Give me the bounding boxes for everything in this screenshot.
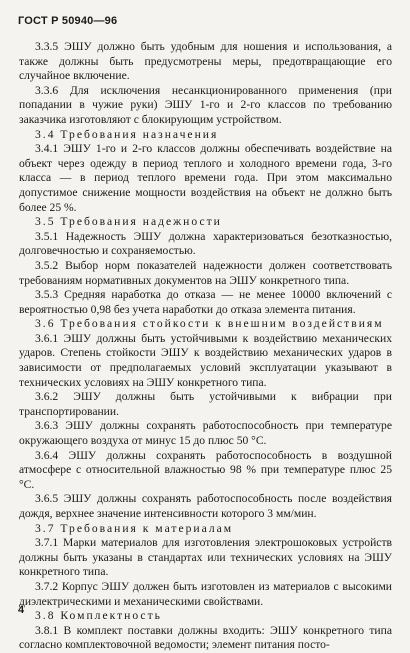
- paragraph-3-5-3: 3.5.3 Средняя наработка до отказа — не менее 10000 включений с вероятностью 0,98 без учета наработки до отказа элемента питания.: [19, 288, 392, 316]
- paragraph-3-7-1: 3.7.1 Марки материалов для изготовления электрошоковых устройств должны быть указаны в стандартах или технических условиях на ЭШУ конкретного типа.: [19, 536, 392, 579]
- paragraph-3-6-5: 3.6.5 ЭШУ должны сохранять работоспособность после воздействия дождя, верхнее значение интенсивности которого 3 мм/мин.: [19, 492, 392, 520]
- paragraph-3-8-1: 3.8.1 В комплект поставки должны входить: ЭШУ конкретного типа согласно комплектовочной ведомости; элемент питания посто-: [19, 623, 392, 652]
- paragraph-3-6-4: 3.6.4 ЭШУ должны сохранять работоспособность в воздушной атмосфере с относительной влажностью 98 % при температуре плюс 25 °С.: [19, 448, 392, 491]
- section-heading-3-7: 3.7 Требования к материалам: [35, 521, 234, 535]
- paragraph-3-5-2: 3.5.2 Выбор норм показателей надежности должен соответствовать требованиям нормативных документов на ЭШУ конкретного типа.: [19, 258, 392, 287]
- paragraph-3-6-1: 3.6.1 ЭШУ должны быть устойчивыми к воздействию механических ударов. Степень стойкости ЭШУ к воздействию механических ударов в зависимости от предполагаемых условий эксплуатации указывают в технических условиях на ЭШУ конкретного типа.: [19, 331, 392, 389]
- paragraph-3-3-5: 3.3.5 ЭШУ должно быть удобным для ношения и использования, а также должны быть предусмотрены меры, предотвращающие его случайное включение.: [19, 40, 392, 83]
- paragraph-3-6-2: 3.6.2 ЭШУ должны быть устойчивыми к вибрации при транспортировании.: [19, 390, 392, 418]
- paragraph-3-4-1: 3.4.1 ЭШУ 1-го и 2-го классов должны обеспечивать воздействие на объект через одежду в период теплого и холодного времени года, 3-го класса — в период теплого времени года. При этом максимально допустимое снижение мощности воздействия на объект не должно быть более 25 %.: [19, 142, 392, 214]
- section-heading-3-5: 3.5 Требования надежности: [35, 215, 222, 229]
- paragraph-3-5-1: 3.5.1 Надежность ЭШУ должна характеризоваться безотказностью, долговечностью и сохраняемостью.: [19, 229, 392, 258]
- paragraph-3-7-2: 3.7.2 Корпус ЭШУ должен быть изготовлен из материалов с высокими диэлектрическими и механическими свойствами.: [19, 579, 392, 608]
- section-heading-3-4: 3.4 Требования назначения: [35, 127, 219, 141]
- page-number: 4: [18, 604, 25, 616]
- standard-header: ГОСТ Р 50940—96: [18, 15, 118, 27]
- document-body: [19, 40, 392, 653]
- paragraph-3-6-3: 3.6.3 ЭШУ должны сохранять работоспособность при температуре окружающего воздуха от минус 15 до плюс 50 °С.: [19, 419, 392, 448]
- section-heading-3-6: 3.6 Требования стойкости к внешним воздействиям: [35, 317, 384, 331]
- paragraph-3-3-6: 3.3.6 Для исключения несанкционированного применения (при попадании в чужие руки) ЭШУ 1-го и 2-го классов по требованию заказчика изготовляют с блокирующим устройством.: [19, 83, 392, 126]
- section-heading-3-8: 3.8 Комплектность: [35, 609, 162, 623]
